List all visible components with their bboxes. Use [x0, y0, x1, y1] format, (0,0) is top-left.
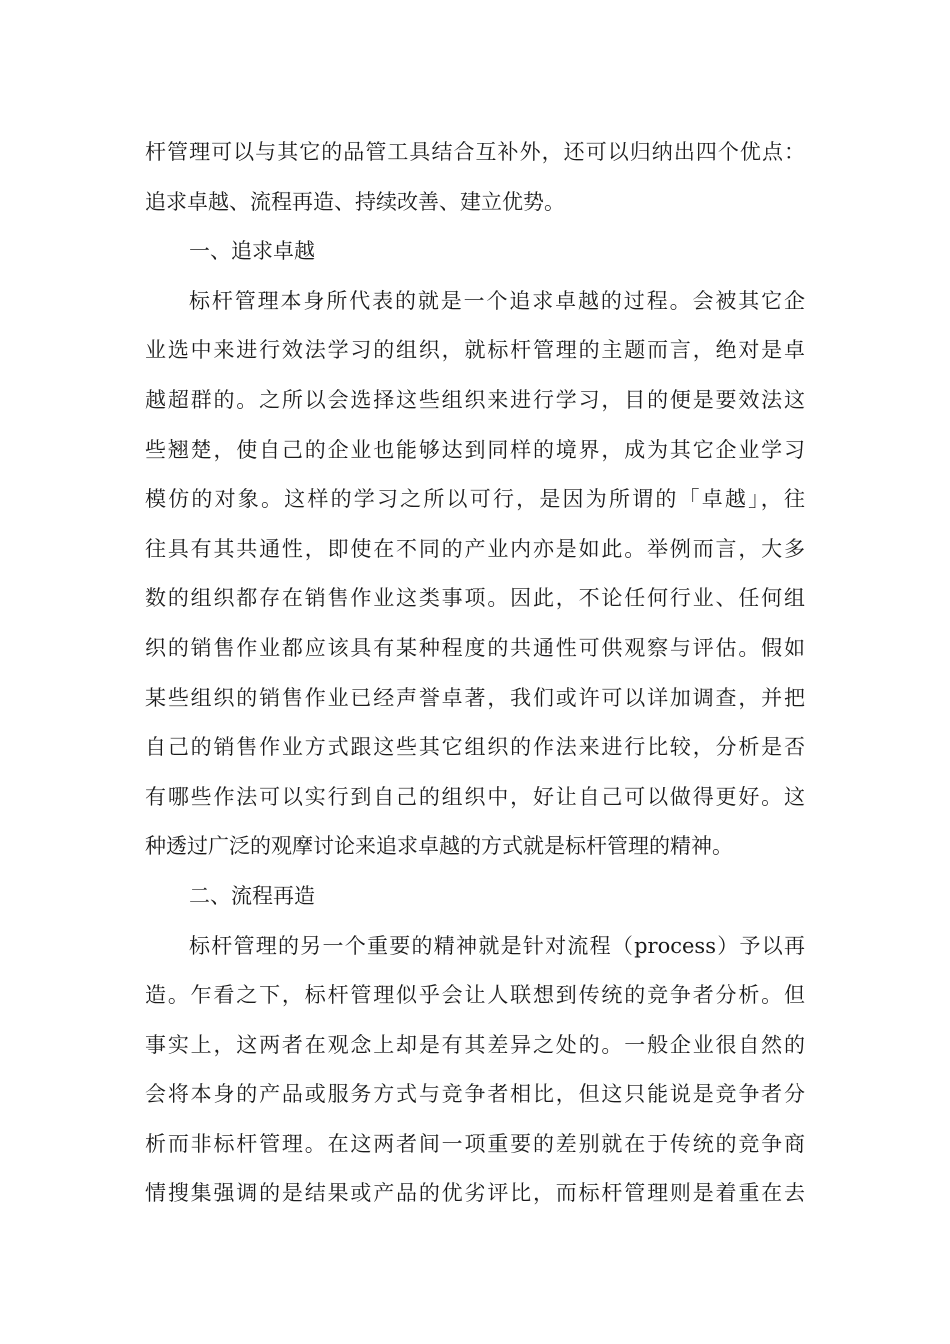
paragraph-line: 数的组织都存在销售作业这类事项。因此，不论任何行业、任何组	[145, 586, 805, 611]
paragraph-line: 往具有其共通性，即使在不同的产业内亦是如此。举例而言，大多	[145, 536, 805, 561]
paragraph-line: 标杆管理的另一个重要的精神就是针对流程（process）予以再	[189, 933, 805, 958]
paragraph-line: 标杆管理本身所代表的就是一个追求卓越的过程。会被其它企	[189, 288, 805, 313]
document-body	[145, 128, 805, 1219]
section-heading: 二、流程再造	[189, 883, 315, 908]
paragraph-line: 杆管理可以与其它的品管工具结合互补外，还可以归纳出四个优点：	[145, 140, 805, 164]
paragraph-line: 些翘楚，使自己的企业也能够达到同样的境界，成为其它企业学习	[145, 437, 805, 462]
paragraph-line: 种透过广泛的观摩讨论来追求卓越的方式就是标杆管理的精神。	[145, 834, 733, 859]
paragraph-line: 析而非标杆管理。在这两者间一项重要的差别就在于传统的竞争商	[145, 1131, 805, 1156]
paragraph-line: 情搜集强调的是结果或产品的优劣评比，而标杆管理则是着重在去	[145, 1181, 805, 1206]
paragraph-line: 造。乍看之下，标杆管理似乎会让人联想到传统的竞争者分析。但	[145, 983, 805, 1008]
paragraph-line: 有哪些作法可以实行到自己的组织中，好让自己可以做得更好。这	[145, 784, 805, 809]
paragraph-line: 会将本身的产品或服务方式与竞争者相比，但这只能说是竞争者分	[145, 1082, 805, 1107]
section-heading: 一、追求卓越	[189, 239, 315, 264]
paragraph-line: 业选中来进行效法学习的组织，就标杆管理的主题而言，绝对是卓	[145, 338, 805, 363]
paragraph-line: 织的销售作业都应该具有某种程度的共通性可供观察与评估。假如	[145, 635, 805, 660]
paragraph-line: 事实上，这两者在观念上却是有其差异之处的。一般企业很自然的	[145, 1032, 805, 1057]
paragraph-line: 某些组织的销售作业已经声誉卓著，我们或许可以详加调查，并把	[145, 685, 805, 710]
paragraph-line: 追求卓越、流程再造、持续改善、建立优势。	[145, 189, 565, 214]
paragraph-line: 模仿的对象。这样的学习之所以可行，是因为所谓的「卓越」，往	[145, 487, 805, 512]
paragraph-line: 自己的销售作业方式跟这些其它组织的作法来进行比较，分析是否	[145, 735, 805, 760]
paragraph-line: 越超群的。之所以会选择这些组织来进行学习，目的便是要效法这	[145, 387, 805, 412]
